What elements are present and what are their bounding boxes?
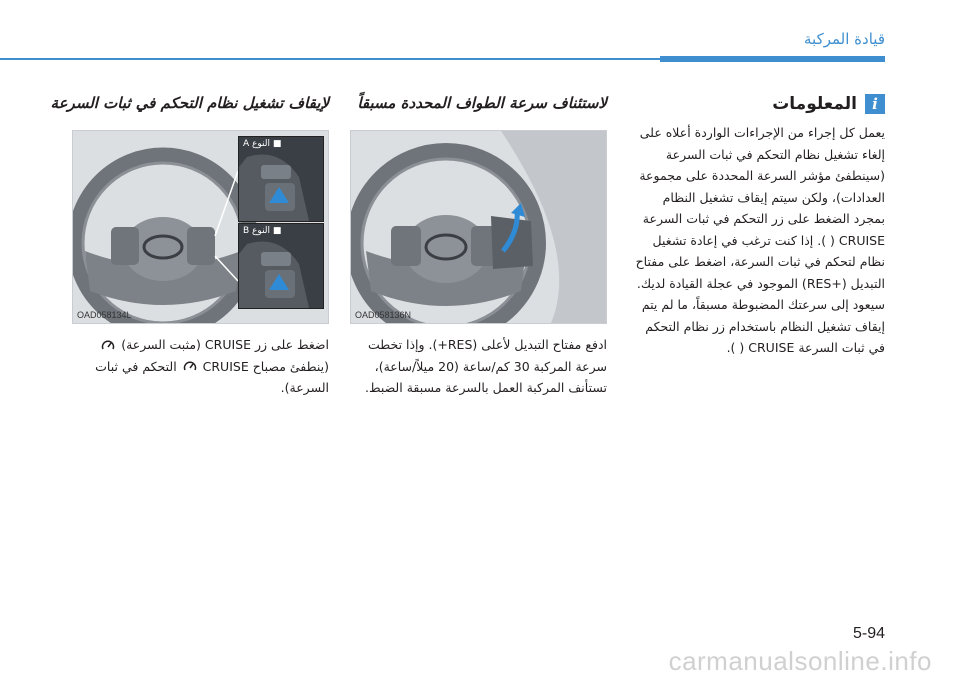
cancel-text-part3: التحكم في ثبات السرعة). [95,358,329,395]
cancel-column [50,92,329,399]
cancel-text [74,334,329,399]
resume-text: ادفع مفتاح التبديل لأعلى (RES+). وإذا تخطت سرعة المركبة 30 كم/ساعة (20 ميلاً/ساعة)، تستأنف المركبة العمل بالسرعة مسبقة الضبط. [364,337,607,395]
info-title: المعلومات [772,94,857,114]
cancel-text-part1: اضغط على زر CRUISE (مثبت السرعة) [121,337,329,352]
steering-wheel-illustration [351,131,606,323]
switch-panel-b [239,224,323,308]
steering-wheel-figure-cancel [72,130,329,324]
header-section: قيادة المركبة [804,30,885,48]
cruise-lamp-icon [183,360,197,374]
info-icon: i [865,94,885,114]
type-b-label: ■ النوع B [243,226,282,236]
resume-column [352,92,607,399]
inset-type-b [238,223,324,309]
figure-code: OAD058134L [77,310,132,320]
resume-title: لاستئناف سرعة الطواف المحددة مسبقاً [357,94,607,112]
cruise-speedometer-icon [101,339,115,353]
type-a-label: ■ النوع A [243,139,282,149]
info-body: يعمل كل إجراء من الإجراءات الواردة أعلاه على إلغاء تشغيل نظام التحكم في ثبات السرعة (سينطفئ مؤشر السرعة المحددة على مجموعة العدادات)، ولكن سيتم إيقاف تشغيل النظام بمجرد الضغط على زر التحكم في ثبات السرعة CRUISE ( ). إذا كنت ترغب في إعادة تشغيل نظام لتحكم في ثبات السرعة، اضغط على مفتاح التبديل (+RES) الموجود في عجلة القيادة لديك. سيعود إلى سرعتك المضبوطة مسبقاً، ما لم يتم إيقاف تشغيل النظام باستخدام زر نظام التحكم في ثبات السرعة CRUISE ( ). [635,125,885,355]
info-heading [630,92,885,116]
info-column [630,92,885,359]
steering-wheel-figure-resume [350,130,607,324]
page-number: 5-94 [852,625,885,642]
switch-panel-a [239,137,323,221]
header-accent-bar [660,56,885,62]
cancel-title: لإيقاف تشغيل نظام التحكم في ثبات السرعة [50,94,329,112]
figure-code: OAD058136N [355,310,412,320]
watermark: carmanualsonline.info [668,646,932,676]
inset-type-a [238,136,324,222]
cancel-text-part2: (ينطفئ مصباح CRUISE [202,358,329,374]
